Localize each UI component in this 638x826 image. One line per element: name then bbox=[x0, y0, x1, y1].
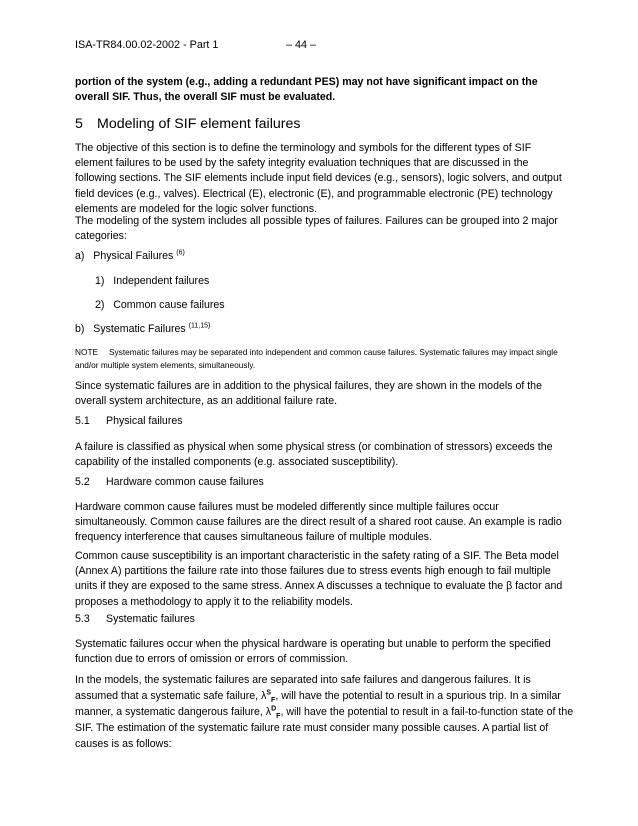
subscript: F bbox=[276, 713, 281, 721]
text-line: overall SIF. Thus, the overall SIF must be evaluated. bbox=[75, 91, 336, 104]
list-item-a bbox=[75, 249, 565, 264]
subsection-number: 5.2 bbox=[75, 476, 90, 488]
running-header: ISA-TR84.00.02-2002 - Part 1 bbox=[75, 39, 219, 51]
text-line: SIF. The estimation of the systematic failure rate must consider many possible causes. A partial list of bbox=[75, 722, 549, 734]
list-text: Physical Failures bbox=[93, 250, 174, 262]
text-line: categories: bbox=[75, 230, 127, 243]
subsection-title: Physical failures bbox=[106, 415, 183, 427]
list-item-a2 bbox=[95, 298, 585, 313]
text-line: portion of the system (e.g., adding a redundant PES) may not have significant impact on the bbox=[75, 76, 538, 88]
list-text: Systematic Failures bbox=[93, 323, 186, 335]
text-line: Systematic failures occur when the physical hardware is operating but unable to perform the specified bbox=[75, 638, 551, 650]
list-label: 2) bbox=[95, 299, 105, 311]
subsection-number: 5.1 bbox=[75, 415, 90, 427]
subsection-title: Systematic failures bbox=[106, 613, 195, 625]
lambda-symbol: λ bbox=[261, 690, 267, 702]
paragraph-beta-model bbox=[75, 549, 565, 610]
list-item-b bbox=[75, 322, 565, 337]
section-title: Modeling of SIF element failures bbox=[97, 116, 301, 132]
text-line: The objective of this section is to define the terminology and symbols for the different types of SIF bbox=[75, 142, 532, 154]
paragraph-systematic-models bbox=[75, 672, 574, 752]
superscript: D bbox=[271, 705, 277, 713]
text-line: elements are modeled for the logic solver functions. bbox=[75, 202, 318, 215]
list-text: Common cause failures bbox=[113, 299, 225, 311]
subsection-number: 5.3 bbox=[75, 613, 90, 625]
list-label: 1) bbox=[95, 275, 105, 287]
text-line: assumed that a systematic safe failure, $\lambda^S_F$, will have the potential to result in a spurious trip. In a similar bbox=[75, 689, 561, 705]
text-line: causes is as follows: bbox=[75, 738, 172, 750]
paragraph-modeling bbox=[75, 214, 565, 244]
note-block bbox=[75, 346, 570, 371]
list-label: a) bbox=[75, 250, 85, 262]
note-label: NOTE bbox=[75, 347, 99, 357]
paragraph-common-cause bbox=[75, 500, 565, 546]
note-line: and/or multiple system elements, simultaneously. bbox=[75, 359, 256, 370]
text-line: following sections. The SIF elements include input field devices (e.g., sensors), logic solvers, and output bbox=[75, 172, 562, 185]
text-line: function due to errors of omission or errors of commission. bbox=[75, 653, 349, 666]
page-number: – 44 – bbox=[286, 39, 317, 51]
superscript: S bbox=[266, 689, 272, 697]
note-text: Systematic failures may be separated into independent and common cause failures. Systematic failures may impact single bbox=[109, 347, 558, 357]
subsection-5-1-heading bbox=[75, 415, 183, 427]
list-item-a1 bbox=[95, 274, 585, 289]
list-text: Independent failures bbox=[113, 275, 210, 287]
subsection-title: Hardware common cause failures bbox=[106, 476, 264, 488]
text-line: element failures to be used by the safety integrity evaluation techniques that are discussed in the bbox=[75, 157, 529, 170]
note-line bbox=[75, 346, 570, 359]
text-line: simultaneously. Common cause failures are the direct result of a shared root cause. An example is radio bbox=[75, 516, 562, 529]
paragraph-objective bbox=[75, 141, 565, 217]
text-line: overall system architecture, as an additional failure rate. bbox=[75, 395, 338, 408]
text-line: units if they are exposed to the same stress. Annex A discusses a technique to evaluate the β factor and bbox=[75, 580, 563, 593]
text-line: (Annex A) partitions the failure rate into those failures due to stress events high enough to fail multiple bbox=[75, 565, 551, 578]
section-5-heading bbox=[75, 116, 300, 132]
text-line: proposes a methodology to apply it to the reliability models. bbox=[75, 595, 353, 608]
text-line: Hardware common cause failures must be modeled differently since multiple failures occur bbox=[75, 501, 499, 513]
text-line: manner, a systematic dangerous failure, $\lambda^D_F$, will have the potential to result in a fail-to-function state of the bbox=[75, 705, 574, 721]
text-line: The modeling of the system includes all possible types of failures. Failures can be grouped into 2 major bbox=[75, 215, 558, 227]
text-line: A failure is classified as physical when some physical stress (or combination of stressors) exceeds the bbox=[75, 441, 553, 453]
paragraph-physical bbox=[75, 440, 565, 470]
text-line: Since systematic failures are in addition to the physical failures, they are shown in the models of the bbox=[75, 380, 542, 392]
intro-paragraph bbox=[75, 75, 565, 105]
list-label: b) bbox=[75, 323, 85, 335]
text-line: field devices (e.g., valves). Electrical (E), electronic (E), and programmable electronic (PE) technology bbox=[75, 187, 553, 200]
text-line: capability of the installed components (e.g. associated susceptibility). bbox=[75, 456, 399, 469]
text-line: Common cause susceptibility is an important characteristic in the safety rating of a SIF. The Beta model bbox=[75, 550, 559, 562]
reference-marker: (6) bbox=[176, 249, 185, 257]
subscript: F bbox=[271, 697, 276, 705]
text-line: frequency interference that causes simultaneous failure of multiple modules. bbox=[75, 531, 432, 544]
reference-marker: (11,15) bbox=[188, 322, 211, 330]
paragraph-systematic-addition bbox=[75, 379, 565, 409]
lambda-symbol: λ bbox=[265, 706, 272, 718]
text-line: In the models, the systematic failures are separated into safe failures and dangerous failures. It is bbox=[75, 674, 531, 686]
subsection-5-3-heading bbox=[75, 613, 195, 625]
paragraph-systematic-definition bbox=[75, 637, 565, 667]
subsection-5-2-heading bbox=[75, 476, 264, 488]
section-number: 5 bbox=[75, 116, 83, 132]
